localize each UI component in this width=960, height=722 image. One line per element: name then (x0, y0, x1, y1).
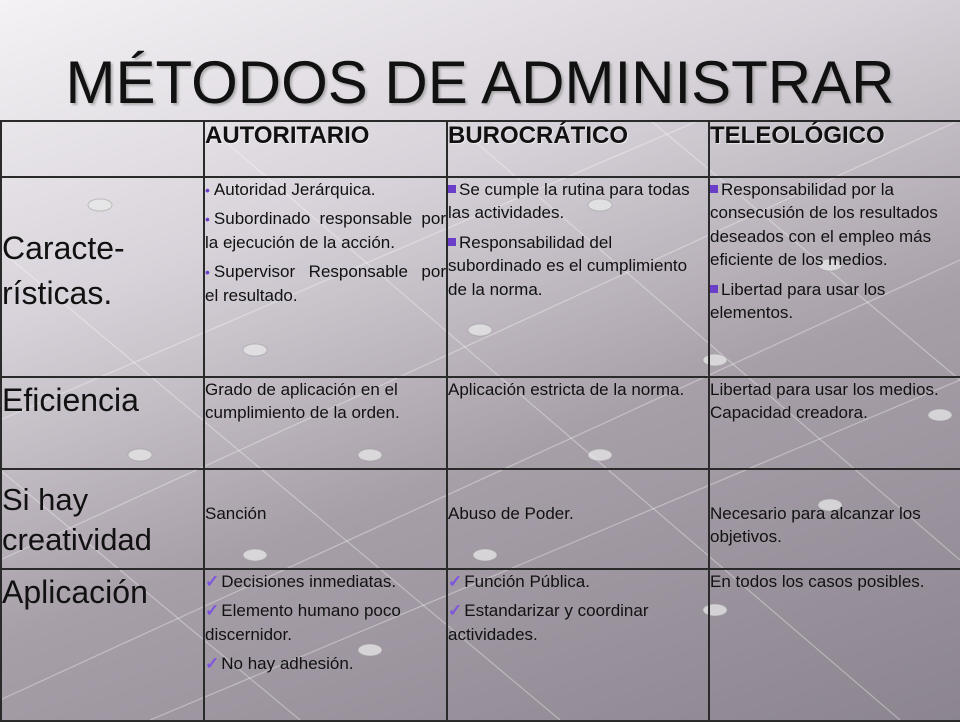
header-autoritario: AUTORITARIO (204, 121, 447, 177)
row-label-line1: Si hay (2, 482, 89, 517)
page-title: MÉTODOS DE ADMINISTRAR (65, 49, 895, 116)
list-item-text: Libertad para usar los elementos. (710, 279, 886, 323)
list-item (448, 570, 708, 593)
list-item (205, 207, 446, 254)
cell-creatividad-autoritario: Sanción (204, 469, 447, 569)
list-item (205, 652, 446, 675)
bullet-square-icon (710, 185, 718, 193)
bullet-dot-icon: • (205, 211, 210, 228)
header-row (1, 121, 960, 177)
cell-eficiencia-autoritario: Grado de aplicación en el cumplimiento de la orden. (204, 377, 447, 469)
list-item (448, 178, 708, 225)
row-label-creatividad (1, 469, 204, 569)
list-item-text: No hay adhesión. (221, 654, 354, 674)
list-item (710, 178, 960, 272)
row-label-line2: creatividad (2, 522, 152, 558)
cell-creatividad-teleologico: Necesario para alcanzar los objetivos. (709, 469, 960, 569)
corner-cell (1, 121, 204, 177)
list-item-text: Decisiones inmediatas. (221, 572, 397, 591)
cell-caracteristicas-burocratico (447, 177, 709, 377)
bullet-square-icon (710, 285, 718, 293)
list-item-text: Función Pública. (464, 572, 590, 591)
list-item-text: Responsabilidad por la consecusión de los resultados deseados con el empleo más eficiente de los medios. (710, 180, 938, 270)
table-row-eficiencia (1, 377, 960, 469)
checkmark-icon: ✓ (448, 601, 463, 621)
table-row-caracteristicas (1, 177, 960, 377)
table-row-creatividad (1, 469, 960, 569)
header-teleologico: TELEOLÓGICO (709, 121, 960, 177)
checkmark-icon: ✓ (205, 654, 220, 674)
row-label-eficiencia: Eficiencia (1, 377, 204, 469)
list-item (448, 599, 708, 646)
methods-table (0, 120, 960, 722)
header-burocratico: BUROCRÁTICO (447, 121, 709, 177)
list-item (205, 260, 446, 307)
list-item-text: Supervisor Responsable por el resultado. (205, 262, 446, 305)
list-item (205, 570, 446, 593)
row-label-caracteristicas (1, 177, 204, 377)
list-item-text: Se cumple la rutina para todas las actividades. (448, 180, 690, 223)
checkmark-icon: ✓ (205, 601, 220, 621)
list-item-text: Elemento humano poco discernidor. (205, 601, 401, 644)
cell-aplicacion-autoritario (204, 569, 447, 721)
cell-aplicacion-teleologico: En todos los casos posibles. (709, 569, 960, 721)
list-item (205, 178, 446, 201)
row-label-line2: rísticas. (2, 274, 113, 311)
cell-caracteristicas-autoritario (204, 177, 447, 377)
table-row-aplicacion (1, 569, 960, 721)
cell-eficiencia-burocratico: Aplicación estricta de la norma. (447, 377, 709, 469)
bullet-square-icon (448, 185, 456, 193)
cell-caracteristicas-teleologico (709, 177, 960, 377)
bullet-dot-icon: • (205, 264, 210, 281)
list-item-text: Autoridad Jerárquica. (213, 180, 376, 199)
list-item (448, 231, 708, 301)
cell-aplicacion-burocratico (447, 569, 709, 721)
bullet-square-icon (448, 238, 456, 246)
cell-creatividad-burocratico: Abuso de Poder. (447, 469, 709, 569)
row-label-line1: Caracte- (2, 230, 125, 266)
bullet-dot-icon: • (205, 182, 210, 198)
list-item (205, 599, 446, 646)
row-label-aplicacion: Aplicación (1, 569, 204, 721)
list-item-text: Estandarizar y coordinar actividades. (448, 601, 649, 644)
checkmark-icon: ✓ (205, 572, 220, 591)
list-item-text: Responsabilidad del subordinado es el cumplimiento de la norma. (448, 232, 688, 299)
cell-eficiencia-teleologico: Libertad para usar los medios. Capacidad creadora. (709, 377, 960, 469)
list-item-text: Subordinado responsable por la ejecución de la acción. (205, 209, 446, 252)
list-item (710, 278, 960, 325)
checkmark-icon: ✓ (448, 572, 463, 591)
